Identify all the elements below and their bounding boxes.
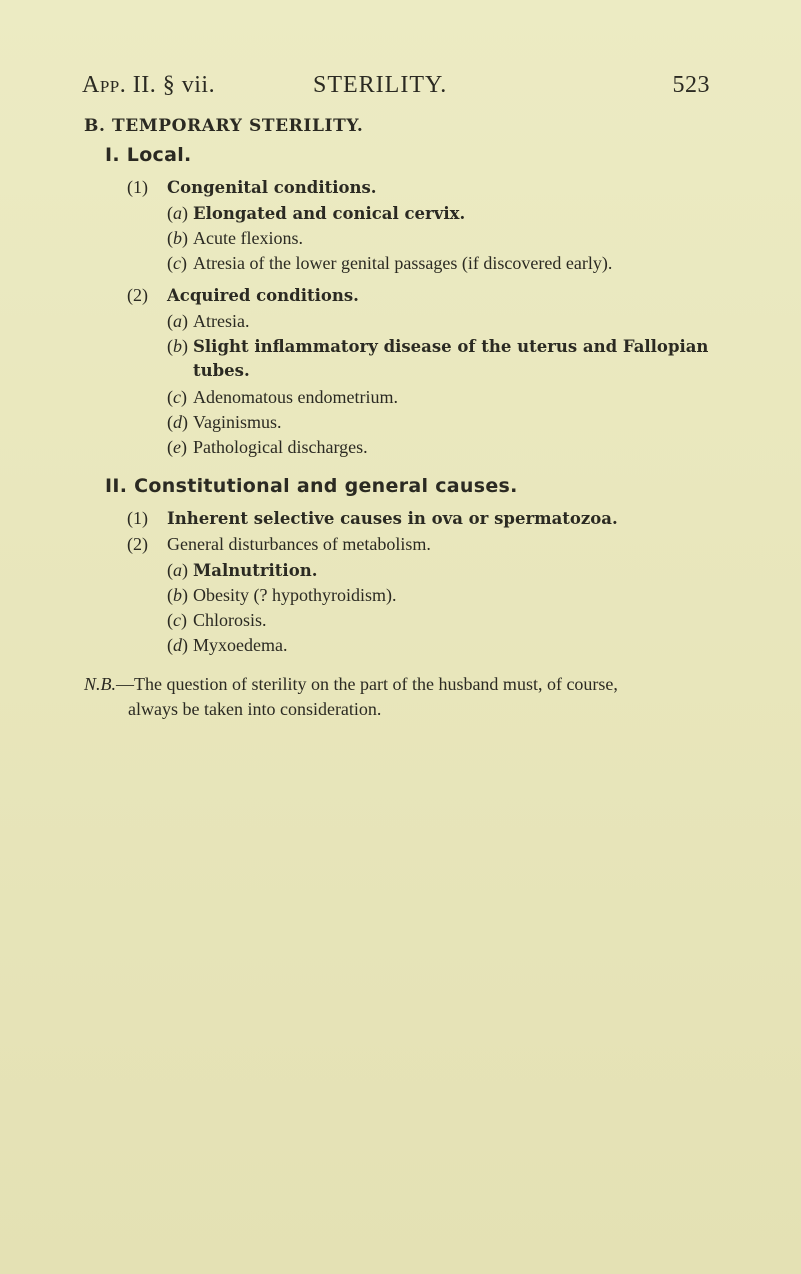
sub-list-item-continuation: tubes. [193, 361, 250, 380]
sub-list-item: (e) Pathological discharges. [167, 437, 368, 457]
list-item: (1) Inherent selective causes in ova or spermatozoa. [127, 508, 618, 528]
subsection-heading-local: I. Local. [105, 144, 192, 166]
list-item: (2) Acquired conditions. [127, 285, 359, 305]
running-head [82, 72, 710, 106]
subsection-heading-constitutional: II. Constitutional and general causes. [105, 475, 518, 497]
sub-list-item: (a) Elongated and conical cervix. [167, 203, 466, 223]
sub-list-item: (d) Myxoedema. [167, 635, 288, 655]
list-item: (1) Congenital conditions. [127, 177, 377, 197]
sub-list-item: (b) Slight inflammatory disease of the uterus and Fallopian [167, 336, 709, 356]
note-label: N.B. [84, 674, 117, 694]
sub-list-item: (b) Acute flexions. [167, 228, 303, 248]
note-continuation: always be taken into consideration. [128, 699, 382, 719]
running-head-title: STERILITY. [313, 72, 448, 98]
sub-list-item: (c) Atresia of the lower genital passages (if discovered early). [167, 253, 613, 273]
sub-list-item: (c) Adenomatous endometrium. [167, 387, 398, 407]
sub-list-item: (d) Vaginismus. [167, 412, 282, 432]
list-item: (2) General disturbances of metabolism. [127, 534, 431, 554]
sub-list-item: (a) Malnutrition. [167, 560, 318, 580]
section-heading: B. TEMPORARY STERILITY. [84, 116, 364, 136]
sub-list-item: (b) Obesity (? hypothyroidism). [167, 585, 397, 605]
sub-list-item: (a) Atresia. [167, 311, 250, 331]
page-number: 523 [672, 72, 710, 98]
running-head-section: App. II. § vii. [82, 72, 216, 98]
note-paragraph: N.B.—The question of sterility on the part of the husband must, of course, [84, 674, 618, 694]
sub-list-item: (c) Chlorosis. [167, 610, 267, 630]
